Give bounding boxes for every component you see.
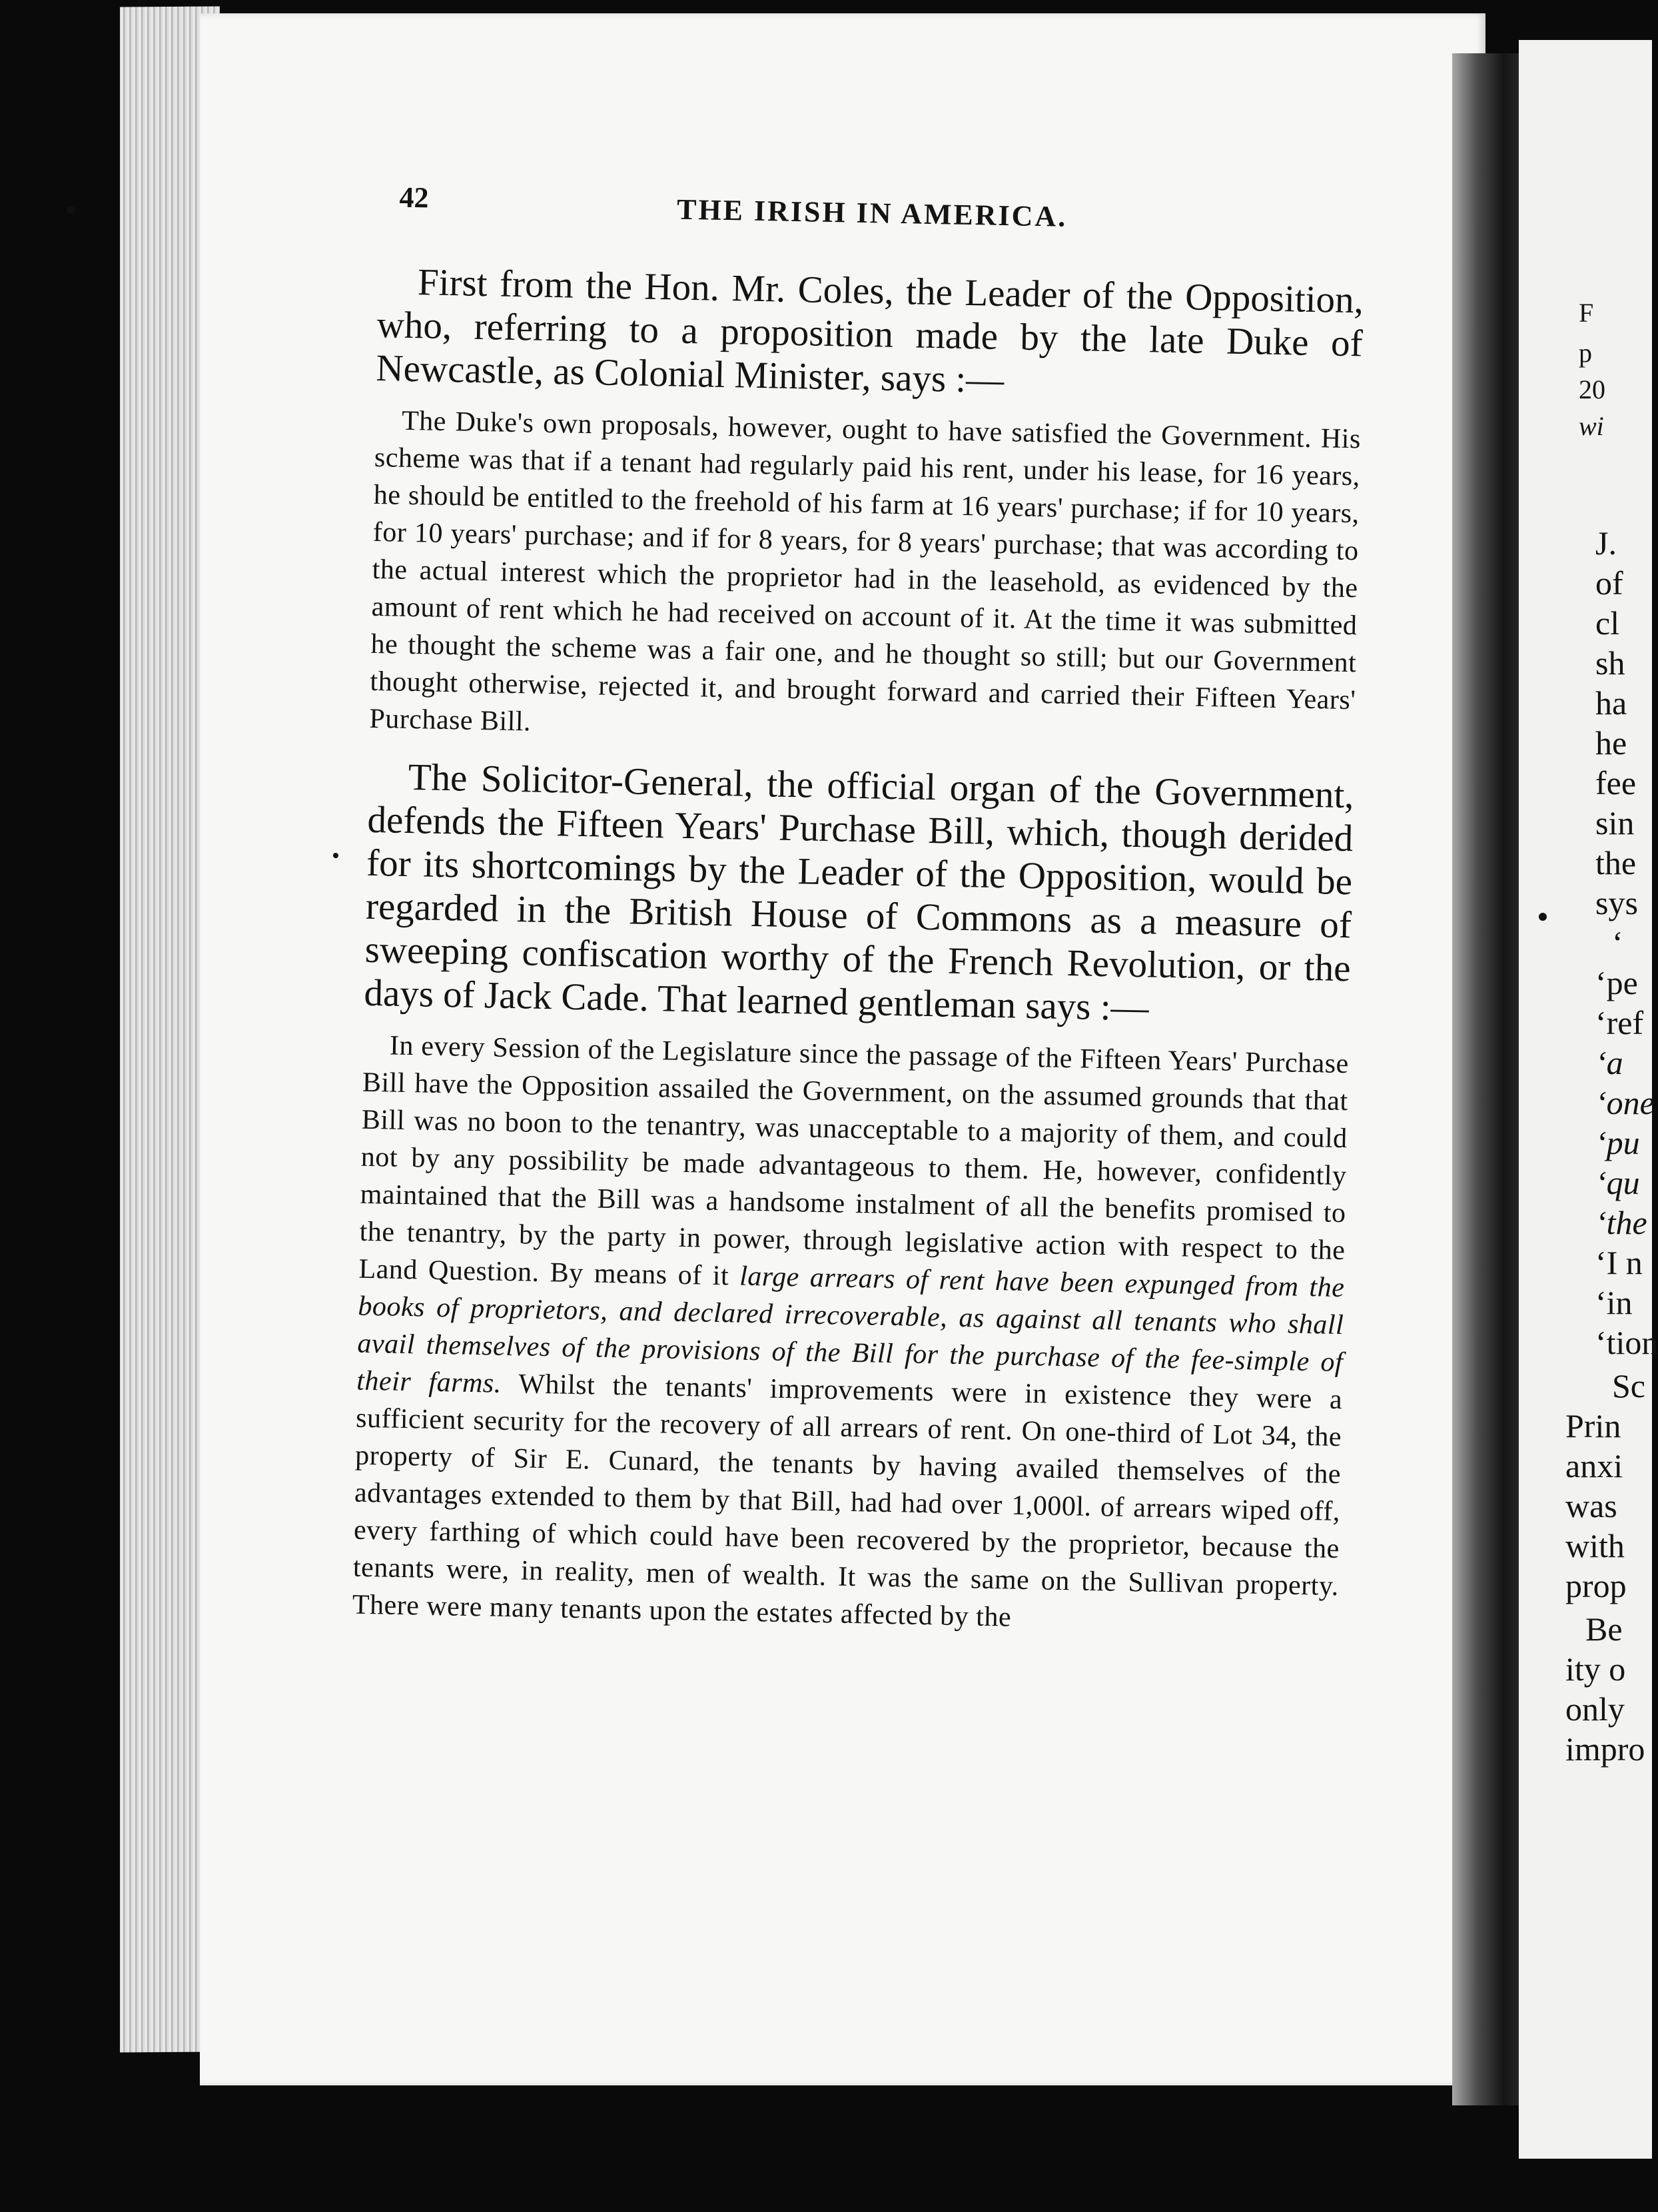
facing-fragment: ‘the [1595, 1204, 1647, 1241]
facing-fragment: Prin [1565, 1407, 1621, 1444]
facing-fragment: ‘tion [1595, 1324, 1658, 1361]
facing-fragment: ha [1595, 684, 1627, 722]
facing-fragment: ‘in [1595, 1284, 1633, 1321]
facing-fragment: impro [1565, 1730, 1645, 1768]
facing-fragment: wi [1579, 411, 1604, 441]
book-gutter [1452, 53, 1525, 2105]
facing-fragment: Sc [1612, 1367, 1645, 1404]
quote-italic-text: large arrears of rent have been expunged from the books of proprietors, and declared irrecoverable, as against all tenants who shall avail themselves of the provisions of the Bill for the purchase of the fee-simple of their farms. [356, 1261, 1345, 1399]
facing-fragment: sh [1595, 644, 1625, 682]
facing-fragment: ‘I n [1595, 1244, 1643, 1281]
facing-fragment: ‘ [1612, 924, 1623, 961]
body-paragraph: First from the Hon. Mr. Coles, the Leader of the Opposition, who, referring to a proposition made by the late Duke of Newcastle, as Colonial Minister, says :— [375, 261, 1364, 402]
facing-fragment: ‘one [1595, 1084, 1655, 1121]
facing-fragment: with [1565, 1527, 1625, 1564]
facing-fragment: F [1579, 298, 1594, 328]
page-content [352, 180, 1366, 1660]
facing-fragment: of [1595, 564, 1623, 602]
scan-speck [1539, 913, 1547, 921]
facing-fragment: cl [1595, 604, 1620, 642]
quote-text: In every Session of the Legislature since the passage of the Fifteen Years' Purchase Bill have the Opposition assailed the Government, on the assumed grounds that that Bill was no boon to the tenantry, was unacceptable to a majority of them, and could not by any possibility be made advantageous to them. He, however, confidently maintained that the Bill was a handsome instalment of all the benefits promised to the tenantry, by the party in power, through legislative action with respect to the Land Question. By means of it [358, 1030, 1350, 1292]
facing-fragment: ity o [1565, 1650, 1626, 1688]
facing-fragment: ‘pu [1595, 1124, 1640, 1161]
scan-speck [67, 207, 76, 213]
facing-fragment: J. [1595, 524, 1617, 562]
facing-fragment: sys [1595, 884, 1638, 921]
facing-page [1519, 40, 1658, 2159]
block-quote: The Duke's own proposals, however, ought to have satisfied the Government. His scheme was that if a tenant had regularly paid his rent, under his lease, for 16 years, he should be entitled to the freehold of his farm at 16 years' purchase; if for 10 years, for 10 years' purchase; and if for 8 years, for 8 years' purchase; that was according to the actual interest which the proprietor had in the leasehold, as evidenced by the amount of rent which he had received on account of it. At the time it was submitted he thought the scheme was a fair one, and he thought so still; but our Government thought otherwise, rejected it, and brought forward and carried their Fifteen Years' Purchase Bill. [369, 405, 1362, 738]
quote-text: Whilst the tenants' improvements were in existence they were a sufficient security for the recovery of all arrears of rent. On one-third of Lot 34, the property of Sir E. Cunard, the tenants by having availed themselves of the advantages extended to them by that Bill, had had over 1,000l. of arrears wiped off, every farthing of which could have been recovered by the proprietor, because the tenants were, in reality, men of wealth. It was the same on the Sullivan property. There were many tenants upon the estates affected by the [352, 1368, 1343, 1633]
facing-fragment: only [1565, 1690, 1625, 1728]
facing-fragment: p [1579, 338, 1592, 368]
facing-fragment: ‘qu [1595, 1164, 1640, 1201]
facing-fragment: ‘a [1595, 1044, 1623, 1081]
facing-fragment: prop [1565, 1567, 1627, 1604]
scan-speck [333, 853, 338, 858]
facing-fragment: sin [1595, 804, 1635, 841]
body-paragraph: The Solicitor-General, the official organ of the Government, defends the Fifteen Years' Purchase Bill, which, though derided for its shortcomings by the Leader of the Opposition, would be regarded in the British House of Commons as a measure of sweeping confiscation worthy of the French Revolution, or the days of Jack Cade. That learned gentleman says :— [363, 756, 1355, 1029]
facing-fragment: Be [1585, 1610, 1623, 1648]
facing-fragment: 20 [1579, 374, 1605, 404]
facing-fragment: was [1565, 1487, 1617, 1524]
facing-fragment: the [1595, 844, 1637, 881]
facing-fragment: fee [1595, 764, 1637, 802]
running-title: THE IRISH IN AMERICA. [676, 193, 1068, 233]
facing-fragment: anxi [1565, 1447, 1623, 1484]
facing-fragment: ‘pe [1595, 964, 1638, 1001]
facing-fragment: ‘ref [1595, 1004, 1644, 1041]
facing-fragment: he [1595, 724, 1627, 762]
block-quote [352, 1027, 1349, 1642]
page-number: 42 [399, 181, 429, 215]
